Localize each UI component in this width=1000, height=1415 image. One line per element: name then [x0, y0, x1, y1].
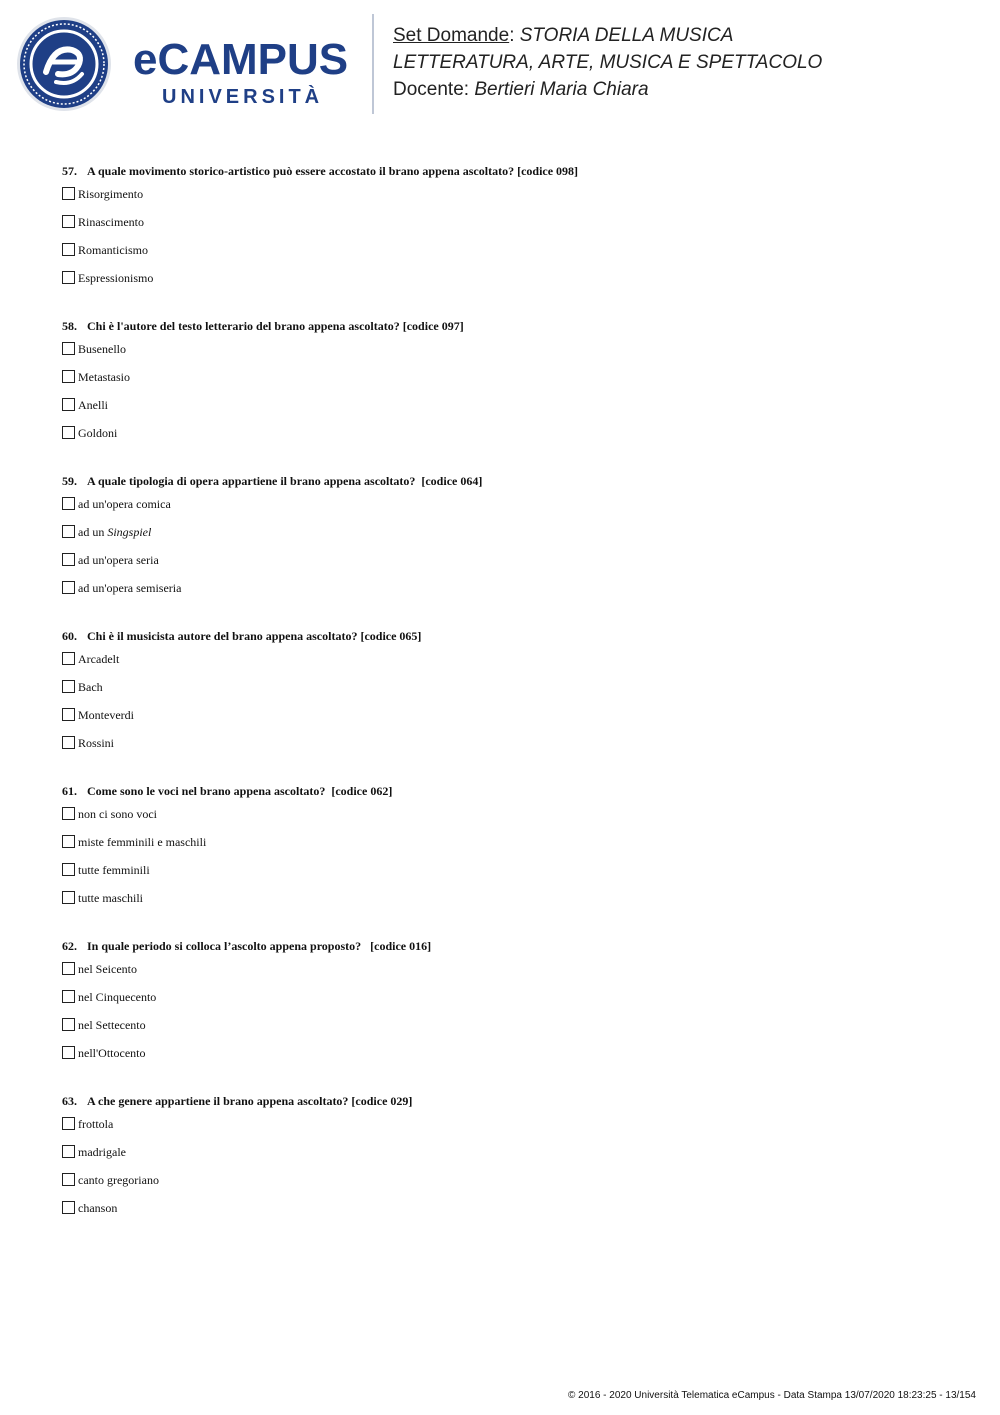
answer-checkbox[interactable] — [62, 187, 75, 200]
answer-option[interactable] — [62, 553, 962, 581]
answer-checkbox[interactable] — [62, 708, 75, 721]
answer-text: ad un'opera seria — [78, 553, 159, 567]
answer-text: nel Settecento — [78, 1018, 146, 1032]
answer-checkbox[interactable] — [62, 271, 75, 284]
answer-option[interactable] — [62, 1201, 962, 1229]
answer-text: Rinascimento — [78, 215, 144, 229]
question-title — [62, 938, 962, 954]
docente-line — [393, 76, 822, 103]
answer-checkbox[interactable] — [62, 426, 75, 439]
answer-text: frottola — [78, 1117, 114, 1131]
answer-option[interactable] — [62, 652, 962, 680]
question-title — [62, 628, 962, 644]
page-header — [0, 0, 1000, 130]
answer-checkbox[interactable] — [62, 1018, 75, 1031]
answer-option[interactable] — [62, 1173, 962, 1201]
answer-text: Risorgimento — [78, 187, 144, 201]
answer-checkbox[interactable] — [62, 962, 75, 975]
answer-checkbox[interactable] — [62, 553, 75, 566]
answer-checkbox[interactable] — [62, 370, 75, 383]
question-number: 57. — [62, 164, 77, 178]
answer-option[interactable] — [62, 708, 962, 736]
question-text: Come sono le voci nel brano appena ascoltato? [codice 062] — [87, 784, 393, 798]
question-57 — [62, 163, 962, 299]
answer-checkbox[interactable] — [62, 243, 75, 256]
answer-option[interactable] — [62, 680, 962, 708]
answer-text: Bach — [78, 680, 103, 694]
question-63 — [62, 1093, 962, 1229]
set-title-line2: LETTERATURA, ARTE, MUSICA E SPETTACOLO — [393, 52, 823, 73]
question-title — [62, 473, 962, 489]
answer-checkbox[interactable] — [62, 736, 75, 749]
answer-text: canto gregoriano — [78, 1173, 159, 1187]
answer-option[interactable] — [62, 962, 962, 990]
questions-list — [62, 163, 962, 1248]
question-60 — [62, 628, 962, 764]
answer-text: miste femminili e maschili — [78, 835, 207, 849]
answer-checkbox[interactable] — [62, 680, 75, 693]
answer-option[interactable] — [62, 736, 962, 764]
answer-text: Espressionismo — [78, 271, 154, 285]
answer-option[interactable] — [62, 891, 962, 919]
answer-text: tutte femminili — [78, 863, 150, 877]
answer-option[interactable] — [62, 1117, 962, 1145]
answer-option[interactable] — [62, 1046, 962, 1074]
answer-checkbox[interactable] — [62, 891, 75, 904]
question-text: In quale periodo si colloca l’ascolto appena proposto? [codice 016] — [87, 939, 432, 953]
question-62 — [62, 938, 962, 1074]
answer-checkbox[interactable] — [62, 1117, 75, 1130]
answer-text: Goldoni — [78, 426, 118, 440]
answer-text: Rossini — [78, 736, 115, 750]
answer-text: nell'Ottocento — [78, 1046, 146, 1060]
answer-checkbox[interactable] — [62, 990, 75, 1003]
answer-option[interactable] — [62, 525, 962, 553]
question-text: Chi è l'autore del testo letterario del brano appena ascoltato? [codice 097] — [87, 319, 464, 333]
answer-text: non ci sono voci — [78, 807, 157, 821]
answer-text — [78, 525, 151, 539]
answer-checkbox[interactable] — [62, 1173, 75, 1186]
answer-option[interactable] — [62, 370, 962, 398]
header-divider — [372, 14, 374, 114]
answer-text-prefix: ad un — [78, 525, 108, 539]
answer-option[interactable] — [62, 835, 962, 863]
question-title — [62, 783, 962, 799]
answer-option[interactable] — [62, 187, 962, 215]
question-number: 59. — [62, 474, 77, 488]
answer-text: nel Seicento — [78, 962, 137, 976]
question-text: A quale movimento storico-artistico può essere accostato il brano appena ascoltato? [codice 098] — [87, 164, 579, 178]
answer-text: ad un'opera semiseria — [78, 581, 182, 595]
answer-checkbox[interactable] — [62, 497, 75, 510]
answer-text: chanson — [78, 1201, 118, 1215]
answer-option[interactable] — [62, 497, 962, 525]
answer-text: tutte maschili — [78, 891, 143, 905]
question-58 — [62, 318, 962, 454]
answer-option[interactable] — [62, 807, 962, 835]
question-text: Chi è il musicista autore del brano appena ascoltato? [codice 065] — [87, 629, 422, 643]
question-number: 60. — [62, 629, 77, 643]
answer-checkbox[interactable] — [62, 1046, 75, 1059]
answer-checkbox[interactable] — [62, 215, 75, 228]
answer-option[interactable] — [62, 426, 962, 454]
answer-checkbox[interactable] — [62, 1145, 75, 1158]
question-text: A che genere appartiene il brano appena ascoltato? [codice 029] — [87, 1094, 413, 1108]
answer-option[interactable] — [62, 398, 962, 426]
answer-option[interactable] — [62, 243, 962, 271]
question-title — [62, 163, 962, 179]
answer-text: Romanticismo — [78, 243, 148, 257]
question-number: 62. — [62, 939, 77, 953]
answer-option[interactable] — [62, 271, 962, 299]
answer-text-italic: Singspiel — [107, 525, 152, 539]
answer-text: ad un'opera comica — [78, 497, 171, 511]
answer-checkbox[interactable] — [62, 835, 75, 848]
question-title — [62, 318, 962, 334]
docente-name: Bertieri Maria Chiara — [474, 79, 649, 100]
answer-text: madrigale — [78, 1145, 126, 1159]
question-text: A quale tipologia di opera appartiene il brano appena ascoltato? [codice 064] — [87, 474, 483, 488]
set-line: Set Domande: STORIA DELLA MUSICA — [393, 25, 734, 46]
answer-option[interactable] — [62, 1018, 962, 1046]
answer-checkbox[interactable] — [62, 525, 75, 538]
header-info — [393, 22, 822, 103]
set-title-line1: STORIA DELLA MUSICA — [519, 25, 734, 46]
question-number: 61. — [62, 784, 77, 798]
answer-checkbox[interactable] — [62, 863, 75, 876]
answer-checkbox[interactable] — [62, 398, 75, 411]
ecampus-seal-logo — [16, 16, 112, 112]
question-number: 63. — [62, 1094, 77, 1108]
answer-text: Busenello — [78, 342, 126, 356]
answer-text: nel Cinquecento — [78, 990, 157, 1004]
answer-option[interactable] — [62, 581, 962, 609]
page-footer: © 2016 - 2020 Università Telematica eCampus - Data Stampa 13/07/2020 18:23:25 - 13/154 — [568, 1390, 976, 1401]
answer-option[interactable] — [62, 1145, 962, 1173]
question-title — [62, 1093, 962, 1109]
docente-label: Docente: — [393, 79, 470, 100]
answer-text: Arcadelt — [78, 652, 120, 666]
set-label: Set Domande — [393, 25, 510, 46]
answer-text: Anelli — [78, 398, 108, 412]
answer-checkbox[interactable] — [62, 652, 75, 665]
answer-option[interactable] — [62, 215, 962, 243]
answer-checkbox[interactable] — [62, 342, 75, 355]
answer-checkbox[interactable] — [62, 807, 75, 820]
question-number: 58. — [62, 319, 77, 333]
answer-checkbox[interactable] — [62, 581, 75, 594]
answer-text: Metastasio — [78, 370, 130, 384]
answer-option[interactable] — [62, 863, 962, 891]
question-61 — [62, 783, 962, 919]
question-59 — [62, 473, 962, 609]
answer-option[interactable] — [62, 990, 962, 1018]
answer-checkbox[interactable] — [62, 1201, 75, 1214]
answer-text: Monteverdi — [78, 708, 134, 722]
brand-subtitle: UNIVERSITÀ — [162, 86, 324, 108]
answer-option[interactable] — [62, 342, 962, 370]
brand-wordmark: eCAMPUS — [133, 35, 349, 84]
